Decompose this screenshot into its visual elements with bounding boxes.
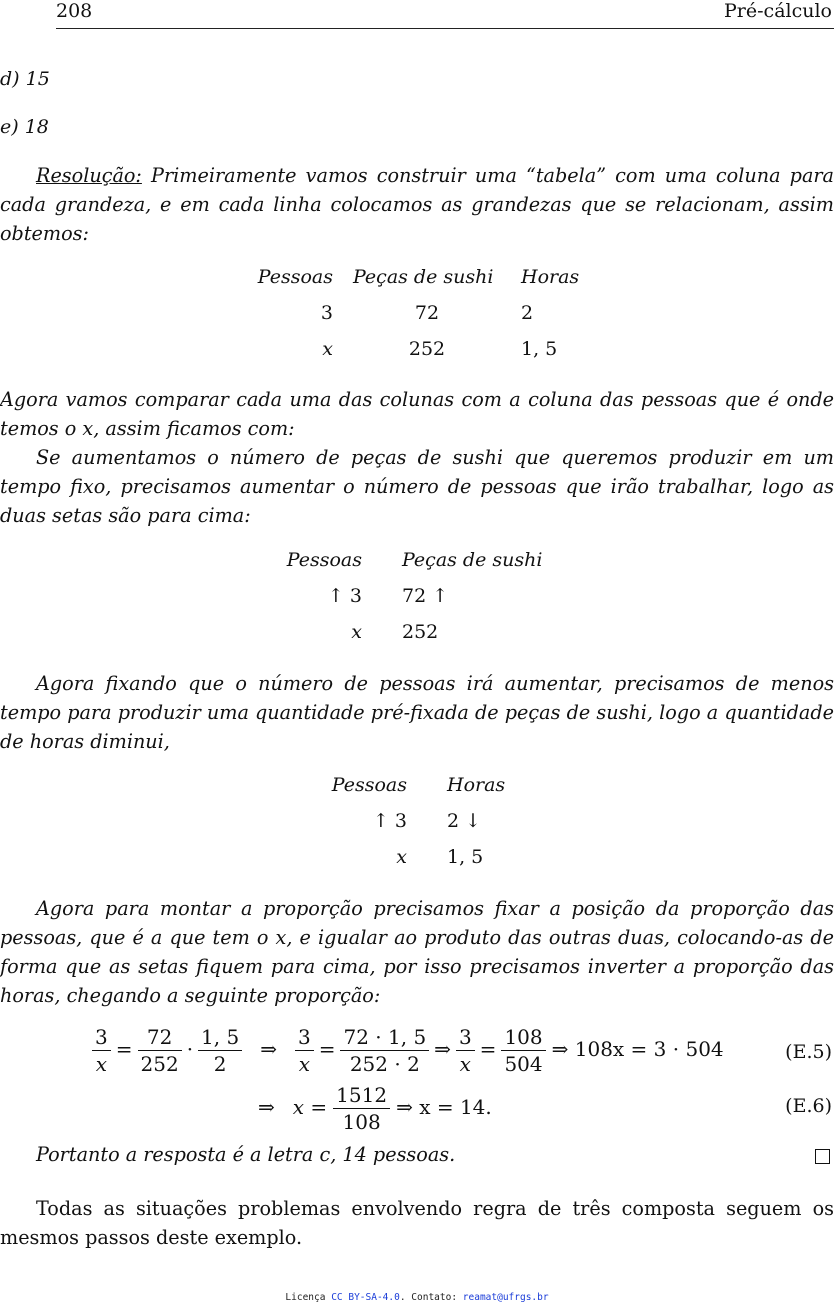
fraction-1-5-over-2: $\frac{1, 5}{2}$: [198, 1024, 242, 1077]
compare-paragraph: Agora vamos comparar cada uma das colunas com a coluna das pessoas que é onde temos o x, assim ficamos com:: [0, 388, 834, 440]
fraction-3-over-x-2: $\frac{3}{x}$: [295, 1024, 314, 1077]
contact-label: . Contato:: [399, 1292, 458, 1303]
table1-r1-sushi: 72: [414, 302, 440, 324]
license-link[interactable]: CC BY-SA-4.0: [331, 1292, 400, 1303]
table3-r1-pessoas: ↑ 3: [372, 810, 407, 832]
resolution-label: Resolução:: [36, 164, 142, 187]
equation-number-e6: (E.6): [785, 1095, 832, 1117]
license-label: Licença: [285, 1292, 326, 1303]
hours-paragraph: Agora fixando que o número de pessoas irá aumentar, precisamos de menos tempo para produzir uma quantidade pré-fixada de peças de sushi, logo a quantidade de horas diminui,: [0, 672, 834, 753]
table1-r2-sushi: 252: [408, 338, 446, 360]
qed-box-icon: [815, 1149, 830, 1164]
table3-r1-horas: 2 ↓: [447, 810, 482, 832]
page-header: [56, 0, 834, 29]
table-people-sushi: [0, 549, 834, 649]
option-e: e) 18: [0, 116, 49, 138]
equation-e5: $\frac{3}{x}$ = $\frac{72}{252}$ · $\frac{1, 5}{2}$ ⇒ $\frac{3}{x}$ = $\frac{72 \cdot 1, 5}{252 \cdot 2}$ ⇒ $\frac{3}{x}$ = $\frac{108}{504}$ ⇒ 108x = 3 · 504: [92, 1024, 724, 1077]
table3-r2-pessoas: x: [396, 846, 407, 868]
option-d: d) 15: [0, 68, 50, 90]
table-people-hours: [0, 774, 834, 874]
table3-r2-horas: 1, 5: [447, 846, 484, 868]
sushi-paragraph: Se aumentamos o número de peças de sushi que queremos produzir em um tempo fixo, precisamos aumentar o número de pessoas que irão trabalhar, logo as duas setas são para cima:: [0, 446, 834, 527]
table1-r1-pessoas: 3: [320, 302, 333, 324]
table3-header-horas: Horas: [447, 774, 506, 796]
table2-r1-sushi: 72 ↑: [402, 585, 449, 607]
conclusion-paragraph: Portanto a resposta é a letra c, 14 pessoas.: [36, 1143, 456, 1166]
fraction-product: $\frac{72 \cdot 1, 5}{252 \cdot 2}$: [340, 1024, 429, 1077]
resolution-paragraph: [0, 161, 834, 248]
page-number: 208: [56, 0, 93, 22]
table2-header-sushi: Peças de sushi: [402, 549, 543, 571]
table-people-sushi-hours: [0, 266, 834, 366]
running-title: Pré-cálculo: [724, 0, 832, 22]
table1-header-sushi: Peças de sushi: [353, 266, 494, 288]
equation-number-e5: (E.5): [785, 1041, 832, 1063]
table2-r2-sushi: 252: [402, 621, 439, 643]
fraction-3-over-x: $\frac{3}{x}$: [92, 1024, 111, 1077]
fraction-72-over-252: $\frac{72}{252}$: [138, 1024, 182, 1077]
proportion-paragraph: Agora para montar a proporção precisamos fixar a posição da proporção das pessoas, que é a que tem o x, e igualar ao produto das outras duas, colocando-as de forma que as setas fiquem para cima, por isso precisamos inverter a proporção das horas, chegando a seguinte proporção:: [0, 897, 834, 1007]
fraction-1512-over-108: $\frac{1512}{108}$: [333, 1082, 390, 1135]
table2-r1-pessoas: ↑ 3: [327, 585, 362, 607]
fraction-3-over-x-3: $\frac{3}{x}$: [456, 1024, 475, 1077]
table1-header-pessoas: Pessoas: [257, 266, 333, 288]
equation-e6: ⇒ x = $\frac{1512}{108}$ ⇒ x = 14.: [258, 1083, 492, 1134]
table1-r2-pessoas: x: [322, 338, 333, 360]
table1-header-horas: Horas: [521, 266, 580, 288]
fraction-108-over-504: $\frac{108}{504}$: [501, 1024, 545, 1077]
equation-e5-tail: ⇒ 108x = 3 · 504: [551, 1037, 724, 1061]
table2-header-pessoas: Pessoas: [286, 549, 362, 571]
resolution-intro: Primeiramente vamos construir uma “tabela” com uma coluna para cada grandeza, e em cada linha colocamos as grandezas que se relacionam, assim obtemos:: [0, 164, 834, 245]
table1-r2-horas: 1, 5: [521, 338, 558, 360]
table3-header-pessoas: Pessoas: [331, 774, 407, 796]
table1-r1-horas: 2: [521, 302, 534, 324]
contact-email-link[interactable]: reamat@ufrgs.br: [462, 1292, 549, 1303]
table2-r2-pessoas: x: [351, 621, 362, 643]
closing-paragraph: Todas as situações problemas envolvendo regra de três composta seguem os mesmos passos deste exemplo.: [0, 1197, 834, 1249]
page-footer: [0, 1292, 834, 1303]
